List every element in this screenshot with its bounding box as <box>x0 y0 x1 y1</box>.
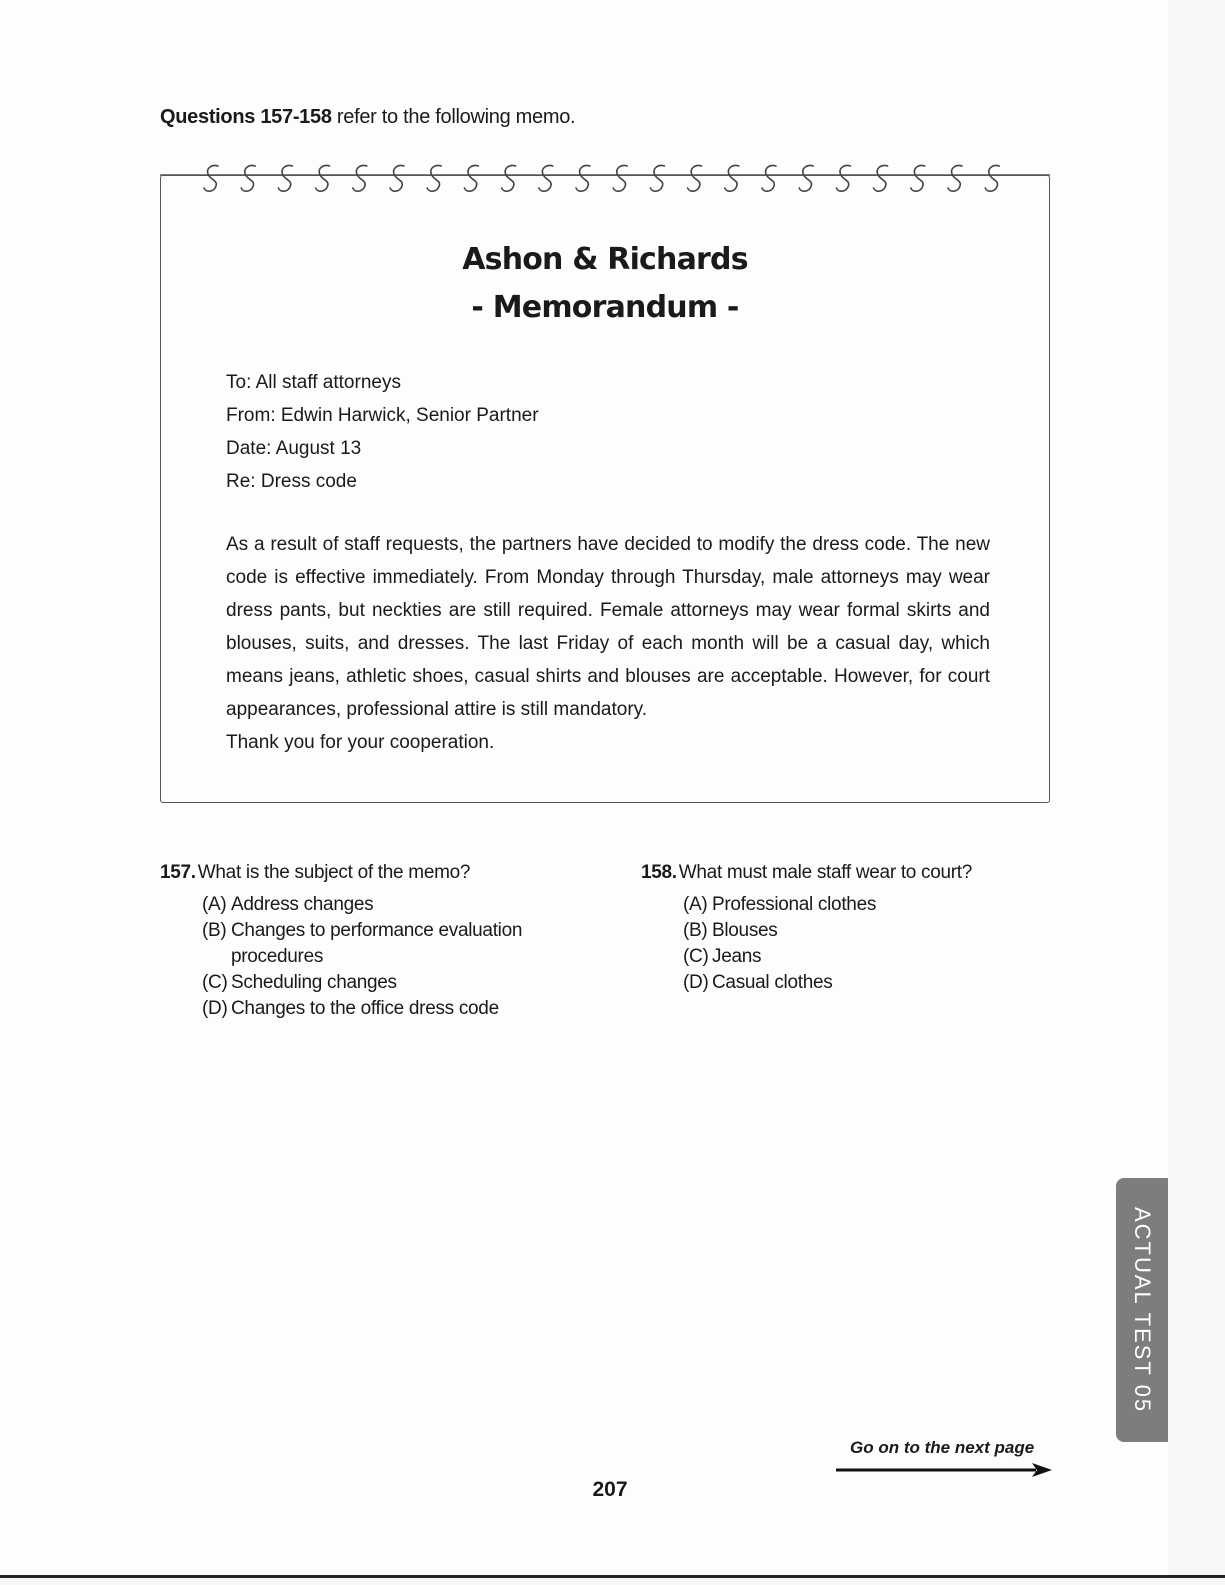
section-tab-label: ACTUAL TEST 05 <box>1130 1206 1155 1414</box>
spiral-binding-icon <box>160 160 1050 210</box>
option-a[interactable]: (A) Address changes <box>202 894 374 915</box>
arrow-right-icon <box>836 1462 1052 1478</box>
memo-to: To: All staff attorneys <box>226 372 401 393</box>
question-number: 157. <box>160 862 196 883</box>
question-intro <box>160 106 575 129</box>
option-a[interactable]: (A) Professional clothes <box>683 894 877 915</box>
question-157 <box>160 860 600 1022</box>
intro-text: refer to the following memo. <box>331 106 576 128</box>
option-c[interactable]: (C) Scheduling changes <box>202 972 397 993</box>
page-number: 207 <box>592 1478 628 1501</box>
option-d[interactable]: (D) Casual clothes <box>683 972 833 993</box>
question-stem: What must male staff wear to court? <box>678 862 973 883</box>
option-b[interactable]: (B) Changes to performance evaluation procedures <box>202 920 523 967</box>
memo-closing: Thank you for your cooperation. <box>226 732 495 753</box>
question-158 <box>641 860 1081 996</box>
question-number: 158. <box>641 862 677 883</box>
next-page-label: Go on to the next page <box>850 1438 1035 1457</box>
option-c[interactable]: (C) Jeans <box>683 946 762 967</box>
memo-from: From: Edwin Harwick, Senior Partner <box>226 405 539 426</box>
memo-date: Date: August 13 <box>226 438 362 459</box>
memo-subject: Re: Dress code <box>226 471 357 492</box>
option-b[interactable]: (B) Blouses <box>683 920 778 941</box>
divider <box>0 1575 1225 1578</box>
memo-headers <box>226 366 539 498</box>
option-d[interactable]: (D) Changes to the office dress code <box>202 998 499 1019</box>
memo-body <box>226 528 990 759</box>
question-stem: What is the subject of the memo? <box>197 862 471 883</box>
memo-body-paragraph: As a result of staff requests, the partners have decided to modify the dress code. The new code is effective immediately. From Monday through Thursday, male attorneys may wear dress pants, but neckties are still required. Female attorneys may wear formal skirts and blouses, suits, and dresses. The last Friday of each month will be a casual day, which means jeans, athletic shoes, casual shirts and blouses are acceptable. However, for court appearances, professional attire is still mandatory. <box>226 534 990 720</box>
question-range: Questions 157-158 <box>160 106 332 128</box>
company-name: Ashon & Richards <box>462 242 748 277</box>
memo-title: - Memorandum - <box>471 290 739 325</box>
